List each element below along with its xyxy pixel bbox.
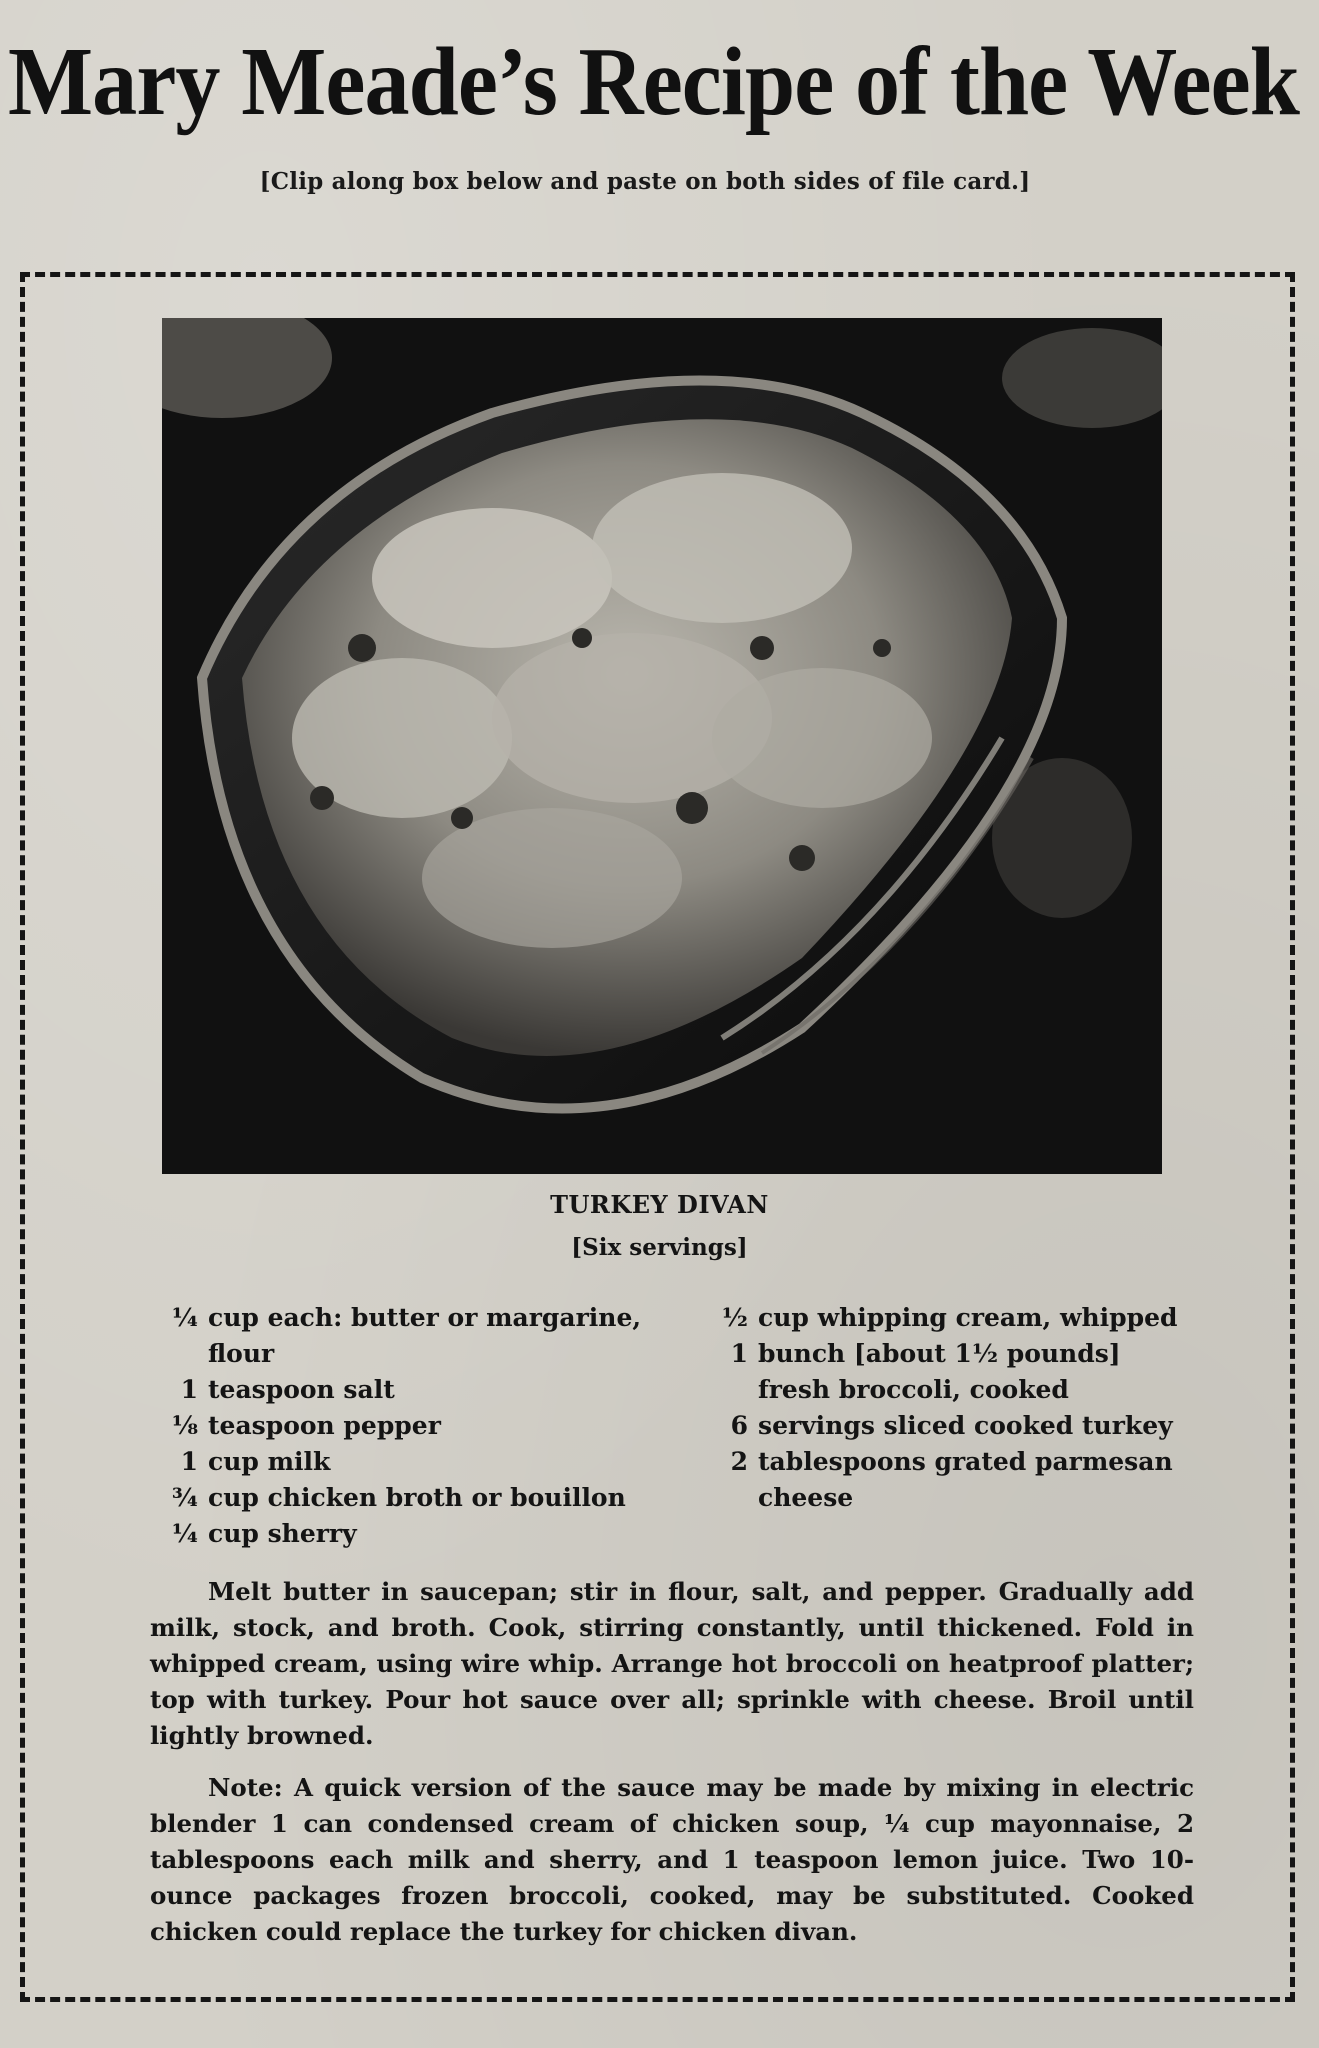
ingredient-text: tablespoons grated parmesan cheese [758,1447,1173,1512]
ingredient-item [150,1300,690,1372]
ingredient-item [150,1408,690,1444]
ingredient-text: cup chicken broth or bouillon [208,1483,626,1512]
ingredient-qty: ½ [721,1303,748,1332]
casserole-photo [162,318,1162,1174]
ingredient-qty: ⅛ [172,1411,198,1440]
ingredient-text: cup each: butter or margarine, flour [208,1303,642,1368]
ingredient-qty: 2 [730,1447,748,1476]
ingredient-qty: ¼ [171,1519,198,1548]
ingredient-text: cup milk [208,1447,331,1476]
ingredient-qty: 1 [730,1339,748,1368]
ingredients-right-column [700,1300,1200,1516]
ingredient-item [700,1444,1200,1516]
ingredient-text: servings sliced cooked turkey [758,1411,1173,1440]
ingredient-text: teaspoon salt [208,1375,395,1404]
recipe-servings: [Six servings] [571,1234,748,1261]
ingredient-text: cup sherry [208,1519,357,1548]
ingredient-qty: ¼ [171,1303,198,1332]
directions [150,1574,1194,1966]
ingredient-item [150,1516,690,1552]
ingredient-text: teaspoon pepper [208,1411,441,1440]
ingredient-item [150,1480,690,1516]
ingredient-item [700,1300,1200,1336]
clip-instructions: [Clip along box below and paste on both sides of file card.] [259,168,1031,195]
ingredient-text: bunch [about 1½ pounds] fresh broccoli, cooked [758,1339,1121,1404]
note-paragraph: Note: A quick version of the sauce may be made by mixing in electric blender 1 can condensed cream of chicken soup, ¼ cup mayonnaise, 2 tablespoons each milk and sherry, and 1 teaspoon lemon juice. Two 10-ounce packages frozen broccoli, cooked, may be substituted. Cooked chicken could replace the turkey for chicken divan. [150,1773,1194,1946]
ingredient-item [150,1372,690,1408]
ingredient-item [700,1336,1200,1408]
ingredient-item [700,1408,1200,1444]
headline: Mary Meade’s Recipe of the Week [8,28,1299,136]
ingredient-qty: 1 [180,1375,198,1404]
ingredient-text: cup whipping cream, whipped [758,1303,1178,1332]
recipe-title: TURKEY DIVAN [550,1190,769,1219]
ingredient-qty: 1 [180,1447,198,1476]
ingredient-item [150,1444,690,1480]
ingredients-left-column [150,1300,690,1552]
directions-paragraph: Melt butter in saucepan; stir in flour, salt, and pepper. Gradually add milk, stock, and broth. Cook, stirring constantly, until thickened. Fold in whipped cream, using wire whip. Arrange hot broccoli on heatproof platter; top with turkey. Pour hot sauce over all; sprinkle with cheese. Broil until lightly browned. [150,1577,1194,1750]
ingredient-qty: 6 [730,1411,748,1440]
ingredient-qty: ¾ [171,1483,198,1512]
